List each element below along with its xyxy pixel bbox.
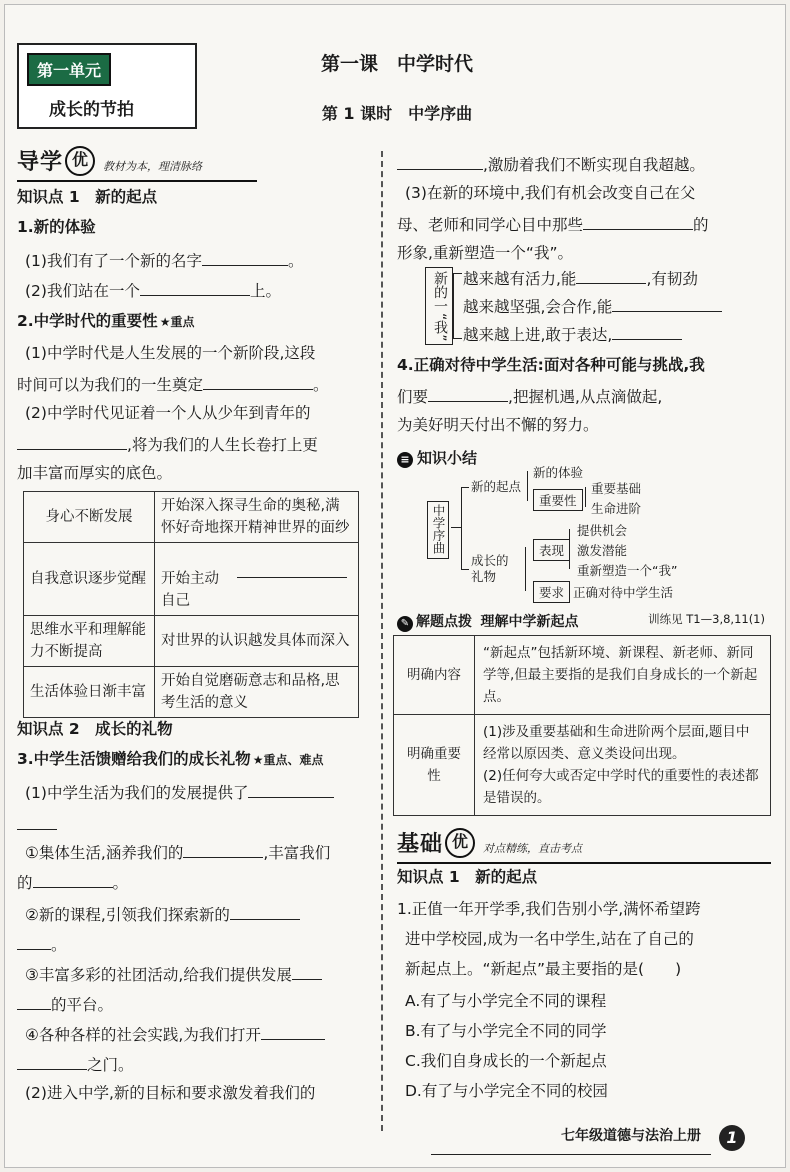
s3i1-end: 。 — [112, 874, 129, 892]
guide-underline — [17, 180, 257, 182]
q1c-line: 新起点上。“新起点”最主要指的是( ) — [405, 960, 682, 978]
self3-line — [463, 323, 682, 345]
table-key: 思维水平和理解能力不断提高 — [24, 616, 155, 667]
guide-head: 导学 — [17, 150, 64, 175]
blank[interactable] — [248, 781, 334, 798]
s1b-end: 上。 — [249, 282, 281, 300]
tips-subtitle: 理解中学新起点 — [480, 614, 579, 630]
brace — [453, 273, 462, 339]
self2-line — [463, 295, 722, 317]
option-c[interactable]: C.我们自身成长的一个新起点 — [405, 1052, 607, 1070]
s1b-text: (2)我们站在一个 — [25, 282, 140, 300]
blank[interactable] — [17, 933, 51, 950]
blank[interactable] — [397, 153, 483, 170]
blank[interactable] — [261, 1023, 325, 1040]
s2-text: 2.中学时代的重要性 — [17, 312, 158, 330]
map-b2c1a: 提供机会 — [577, 523, 628, 538]
map-connector — [527, 471, 528, 501]
book-title: 七年级道德与法治上册 — [561, 1128, 701, 1144]
r4b-line — [397, 385, 662, 407]
r4c-line: 为美好明天付出不懈的努力。 — [397, 416, 599, 434]
map-b1c2b: 生命进阶 — [591, 501, 642, 516]
s1a-line — [25, 249, 303, 271]
tips-title: 解题点拨 — [416, 614, 472, 630]
kp2-title: 知识点 2 成长的礼物 — [17, 720, 173, 738]
map-connector — [451, 527, 461, 528]
new-self-label: 新的一“我” — [425, 267, 453, 345]
s3b-line: (2)进入中学,新的目标和要求激发着我们的 — [25, 1084, 316, 1102]
tips-head — [397, 611, 771, 632]
s3i1-text2: ,丰富我们 — [263, 844, 331, 862]
q1b-line: 进中学校园,成为一名中学生,站在了自己的 — [405, 930, 694, 948]
period-title: 第 1 课时 中学序曲 — [321, 104, 473, 123]
blank[interactable] — [140, 279, 250, 296]
r4a-line: 4.正确对待中学生活:面对各种可能与挑战,我 — [397, 356, 705, 374]
s3i1b-line — [17, 871, 128, 893]
s3i4-text: ④各种各样的社会实践,为我们打开 — [25, 1026, 261, 1044]
s2a2-text: 时间可以为我们的一生奠定 — [17, 376, 204, 394]
blank[interactable] — [576, 267, 646, 284]
blank[interactable] — [33, 871, 113, 888]
s3-heading — [17, 749, 323, 770]
r2b-text: 母、老师和同学心目中那些 — [397, 216, 584, 234]
option-b[interactable]: B.有了与小学完全不同的同学 — [405, 1022, 607, 1040]
r4b-text: 们要 — [397, 388, 429, 406]
key-point-badge: ★重点、难点 — [252, 753, 324, 767]
r2c-line: 形象,重新塑造一个“我”。 — [397, 244, 573, 262]
s3i4-end: 之门。 — [87, 1056, 134, 1074]
s2b2-text: ,将为我们的人生长卷打上更 — [127, 436, 318, 454]
blank[interactable] — [203, 373, 313, 390]
s3i2-end: 。 — [51, 936, 67, 954]
summary-title: 知识小结 — [417, 449, 478, 467]
self1-text2: ,有韧劲 — [646, 270, 698, 288]
s1b-line — [25, 279, 281, 301]
tips-icon: ✎ — [397, 616, 413, 632]
tips-value: “新起点”包括新环境、新课程、新老师、新同学等,但最主要指的是我们自身成长的一个新起点。 — [475, 636, 771, 715]
map-b1c1: 新的体验 — [533, 465, 584, 480]
table-row — [394, 715, 771, 816]
table-value: 开始深入探寻生命的奥秘,满怀好奇地探开精神世界的面纱 — [155, 492, 359, 543]
blank[interactable] — [183, 841, 263, 858]
s2b-line: (2)中学时代见证着一个人从少年到青年的 — [25, 404, 311, 422]
blank[interactable] — [17, 813, 57, 830]
lesson-title: 第一课 中学时代 — [320, 53, 473, 75]
s3a-line — [25, 781, 334, 803]
kp1-title: 知识点 1 新的起点 — [17, 188, 158, 206]
tips-key: 明确内容 — [394, 636, 475, 715]
option-a[interactable]: A.有了与小学完全不同的课程 — [405, 992, 607, 1010]
s3i4b-line — [17, 1053, 134, 1075]
map-connector — [461, 487, 462, 569]
unit-title: 成长的节拍 — [49, 100, 134, 120]
table-row — [24, 543, 359, 616]
table-key: 身心不断发展 — [24, 492, 155, 543]
map-b1c2a: 重要基础 — [591, 481, 642, 496]
self1-line — [463, 267, 698, 289]
map-b2c2: 要求 — [533, 581, 570, 603]
table-value: 对世界的认识越发具体而深入 — [155, 616, 359, 667]
guide-section-head — [17, 145, 257, 176]
r1-text: ,激励着我们不断实现自我超越。 — [483, 156, 705, 174]
footer-line — [431, 1154, 711, 1155]
table-row — [24, 616, 359, 667]
table-row — [24, 492, 359, 543]
column-divider — [381, 151, 384, 1131]
r4b-text2: ,把握机遇,从点滴做起, — [508, 388, 663, 406]
s2b3-line: 加丰富而厚实的底色。 — [17, 464, 173, 482]
map-connector — [585, 487, 586, 507]
tips-table — [393, 635, 771, 816]
s3i3-line — [25, 963, 322, 985]
blank[interactable] — [583, 213, 693, 230]
s2a-line: (1)中学时代是人生发展的一个新阶段,这段 — [25, 344, 316, 362]
basic-badge: 优 — [445, 828, 475, 858]
s3i2-line — [25, 903, 300, 925]
q1a-line: 1.正值一年开学季,我们告别小学,满怀希望跨 — [397, 900, 701, 918]
table-row — [394, 636, 771, 715]
self1-text: 越来越有活力,能 — [463, 270, 577, 288]
unit-box — [17, 43, 197, 129]
r2b-line — [397, 213, 709, 235]
map-connector — [461, 569, 469, 570]
s2a2-end: 。 — [313, 376, 329, 394]
r2b-end: 的 — [693, 216, 709, 234]
basic-head: 基础 — [397, 832, 444, 857]
s3-text: 3.中学生活馈赠给我们的成长礼物 — [17, 750, 251, 768]
table-value: 开始自觉磨砺意志和品格,思考生活的意义 — [155, 667, 359, 718]
guide-subtitle: 教材为本，理清脉络 — [103, 160, 203, 173]
map-root: 中学序曲 — [427, 501, 449, 559]
table-row — [24, 667, 359, 718]
s3i2-text: ②新的课程,引领我们探索新的 — [25, 906, 230, 924]
s2b2-line — [17, 433, 318, 455]
basic-section-head — [397, 827, 771, 858]
blank[interactable] — [612, 323, 682, 340]
blank[interactable] — [17, 433, 127, 450]
tips-reference: 训练见 T1—3,8,11(1) — [648, 612, 765, 626]
s1-heading: 1.新的体验 — [17, 218, 96, 236]
s2-heading — [17, 311, 194, 332]
page-number: 1 — [719, 1125, 745, 1151]
r1-line — [397, 153, 705, 175]
s3i1-text3: 的 — [17, 874, 33, 892]
table-value-text: 开始主动 自己 — [161, 571, 219, 609]
map-b2c1: 表现 — [533, 539, 570, 561]
basic-subtitle: 对点精练，直击考点 — [483, 842, 583, 855]
s3i3b-line — [17, 993, 113, 1015]
map-connector — [525, 547, 526, 591]
self3-text: 越来越上进,敢于表达, — [463, 326, 613, 344]
s3i4-line — [25, 1023, 325, 1045]
map-b1c2: 重要性 — [533, 489, 583, 511]
s1a-end: 。 — [287, 252, 304, 270]
table-key: 自我意识逐步觉醒 — [24, 543, 155, 616]
self2-text: 越来越坚强,会合作,能 — [463, 298, 613, 316]
s3-blank-line — [17, 813, 57, 835]
map-b2: 成长的礼物 — [471, 553, 509, 584]
table-key: 生活体验日渐丰富 — [24, 667, 155, 718]
knowledge-map — [427, 467, 757, 601]
blank[interactable] — [17, 993, 51, 1010]
tips-key: 明确重要性 — [394, 715, 475, 816]
map-b2c2a: 正确对待中学生活 — [573, 585, 674, 600]
map-connector — [461, 487, 469, 488]
development-table — [23, 491, 359, 718]
map-b1: 新的起点 — [471, 479, 522, 494]
workbook-page — [4, 4, 786, 1168]
blank[interactable] — [428, 385, 508, 402]
s3i2b-line — [17, 933, 67, 955]
table-value — [155, 543, 359, 616]
tips-value: (1)涉及重要基础和生命进阶两个层面,题目中经常以原因类、意义类设问出现。 (2)任何夸大或否定中学时代的重要性的表述都是错误的。 — [475, 715, 771, 816]
blank[interactable] — [202, 249, 288, 266]
s3i3-text: ③丰富多彩的社团活动,给我们提供发展 — [25, 966, 292, 984]
map-b2c1c: 重新塑造一个“我” — [577, 563, 678, 578]
map-b2c1b: 激发潜能 — [577, 543, 628, 558]
summary-icon: ≡ — [397, 452, 413, 468]
blank[interactable] — [237, 561, 347, 578]
key-point-badge: ★重点 — [159, 315, 195, 329]
s2a2-line — [17, 373, 329, 395]
s3a-text: (1)中学生活为我们的发展提供了 — [25, 784, 249, 802]
blank[interactable] — [612, 295, 722, 312]
s3i3-end: 的平台。 — [51, 996, 114, 1014]
bkp1-title: 知识点 1 新的起点 — [397, 868, 538, 886]
unit-tag: 第一单元 — [27, 53, 111, 86]
s1a-text: (1)我们有了一个新的名字 — [25, 252, 202, 270]
summary-head — [397, 447, 477, 468]
guide-badge: 优 — [65, 146, 95, 176]
r2a-line: (3)在新的环境中,我们有机会改变自己在父 — [405, 184, 696, 202]
blank[interactable] — [230, 903, 300, 920]
map-connector — [569, 529, 570, 569]
option-d[interactable]: D.有了与小学完全不同的校园 — [405, 1082, 608, 1100]
blank[interactable] — [292, 963, 322, 980]
blank[interactable] — [17, 1053, 87, 1070]
s3i1-line — [25, 841, 330, 863]
s3i1-text: ①集体生活,涵养我们的 — [25, 844, 184, 862]
basic-underline — [397, 862, 771, 864]
